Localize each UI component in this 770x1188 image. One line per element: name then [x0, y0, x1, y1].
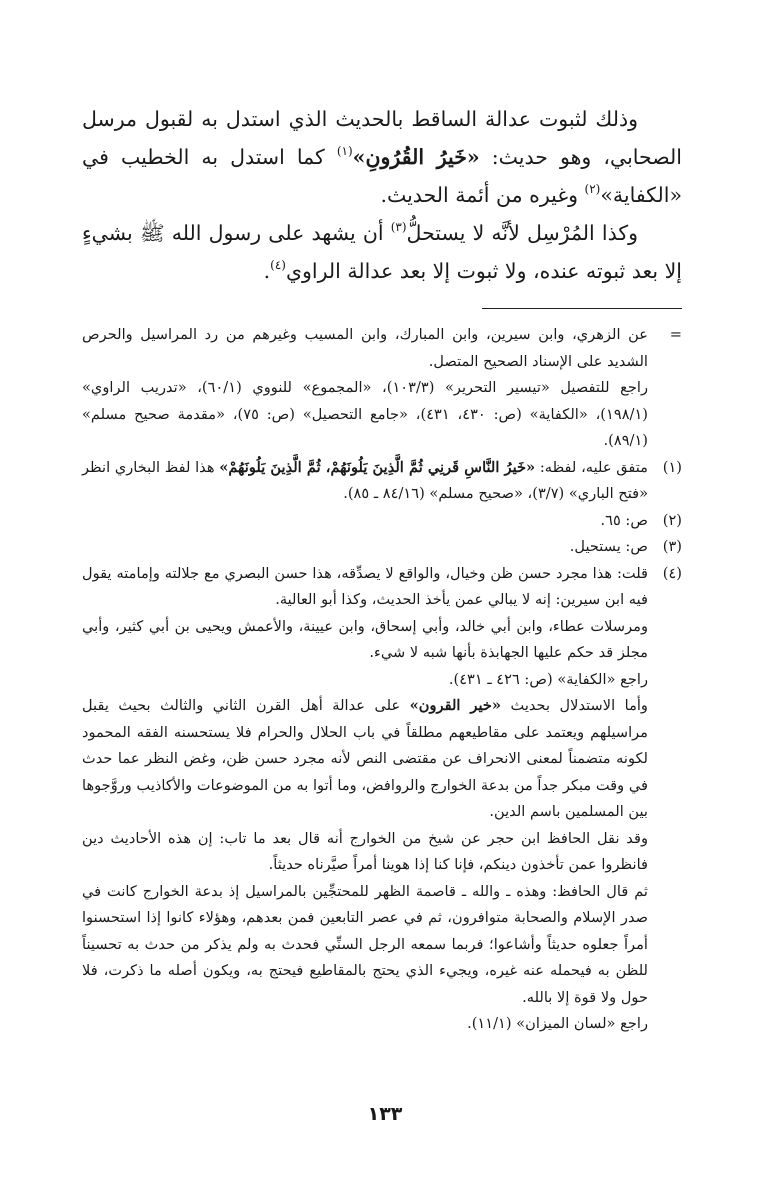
- footnote-3: [82, 534, 682, 561]
- footnote-paragraph: ص: يستحيل.: [569, 538, 648, 555]
- footnote-paragraph: عن الزهري، وابن سيرين، وابن المبارك، وابن المسيب وغيرهم من رد المراسيل والحرص الشديد على الإسناد الصحيح المتصل.: [82, 326, 648, 370]
- hadith-quote: «خَيرُ القُرُونِ»: [352, 145, 480, 169]
- footnote-marker: (١): [662, 458, 682, 476]
- footnote-paragraph: راجع للتفصيل «تيسير التحرير» (١٠٣/٣)، «المجموع» للنووي (٦٠/١)، «تدريب الراوي» (١٩٨/١)، «الكفاية» (ص: ٤٣٠، ٤٣١)، «جامع التحصيل» (ص: ٧٥)، «مقدمة صحيح مسلم» (٨٩/١).: [82, 379, 649, 449]
- footnote-marker: (٤): [662, 564, 682, 582]
- page-number: ١٣٣: [367, 1103, 403, 1125]
- footnote-marker: (٢): [662, 511, 682, 529]
- footnote-continued: [82, 322, 682, 455]
- text-span: وغيره من أئمة الحديث.: [380, 183, 585, 207]
- text-span: وكذا المُرْسِل لأنَّه لا يستحلُّ: [406, 221, 638, 245]
- footnote-body: [82, 508, 648, 535]
- footnote-paragraph: راجع «لسان الميزان» (١١/١).: [467, 1015, 648, 1032]
- footnote-body: [82, 322, 648, 455]
- text-span: كما استدل به الخطيب في «الكفاية»: [82, 145, 682, 207]
- text-span: .: [263, 259, 271, 283]
- footnote-1: [82, 455, 682, 508]
- footnote-paragraph: ص: ٦٥.: [600, 511, 648, 529]
- footnote-paragraph: [82, 693, 648, 826]
- footnote-separator: [82, 304, 682, 322]
- separator-line: [482, 308, 682, 309]
- footnote-paragraph: ومرسلات عطاء، وابن أبي خالد، وأبي إسحاق، وابن عيينة، والأعمش ويحيى بن أبي كثير، وأبي مجلز قد حكم عليها الجهابذة بأنها شبه لا شيء.: [82, 617, 648, 661]
- text-span: وأما الاستدلال بحديث: [501, 697, 648, 714]
- main-paragraph-1: [82, 100, 682, 214]
- text-span: وذلك لثبوت عدالة الساقط بالحديث الذي استدل به لقبول مرسل الصحابي، وهو حديث:: [82, 107, 682, 169]
- text-span: متفق عليه، لفظه:: [535, 458, 649, 476]
- footnote-ref-1: (١): [336, 144, 353, 158]
- footnotes: [82, 322, 682, 1038]
- footnote-body: [82, 561, 648, 1038]
- footnote-body: [82, 455, 648, 508]
- footnote-ref-3: (٣): [390, 220, 407, 234]
- text-span: هذا لفظ البخاري انظر «فتح الباري» (٣/٧)، «صحيح مسلم» (٨٤/١٦ ـ ٨٥).: [82, 458, 648, 502]
- footnote-marker: (٣): [662, 538, 682, 555]
- text-span: أن يشهد على رسول الله ﷺ بشيءٍ إلا بعد ثبوته عنده، ولا ثبوت إلا بعد عدالة الراوي: [82, 221, 682, 283]
- footnote-ref-2: (٢): [584, 182, 601, 196]
- footnote-ref-4: (٤): [270, 258, 286, 272]
- footnote-marker: =: [669, 326, 682, 343]
- footnote-2: [82, 508, 682, 535]
- page-content: [82, 100, 682, 1038]
- footnote-paragraph: ثم قال الحافظ: وهذه ـ والله ـ قاصمة الظهر للمحتجِّين بالمراسيل إذ بدعة الخوارج كانت في صدر الإسلام والصحابة متوافرون، ثم في عصر التابعين فمن بعدهم، وهؤلاء كانوا إذا استحسنوا أمراً جعلوه حديثاً وأشاعوا؛ فربما سمعه الرجل السنِّي فحدث به ولم يذكر من حدث به تحسيناً للظن به فيحمله عنه غيره، ويجيء الذي يحتج بالمقاطيع فيحتج به، ويكون أصله ما ذكرت، فلا حول ولا قوة إلا بالله.: [82, 882, 648, 1006]
- footnote-body: [82, 534, 648, 561]
- text-span: على عدالة أهل القرن الثاني والثالث بحيث يقبل مراسيلهم ويعتمد على مقاطيعهم مطلقاً في باب الحلال والحرام فلا يستحسنه الفقه المحمود لكونه متضمناً لمعنى الانحراف عن مقتضى النص لأنه مجرد حسن ظن، وغض النظر عما حدث في وقت مبكر جداً من بدعة الخوارج والروافض، وما أتوا به من الموضوعات والأكاذيب وروَّجوها بين المسلمين باسم الدين.: [82, 697, 648, 820]
- footnote-paragraph: [82, 455, 648, 508]
- footnote-paragraph: قلت: هذا مجرد حسن ظن وخيال، والواقع لا يصدِّقه، هذا حسن البصري مع جلالته وإمامته يقول فيه ابن سيرين: إنه لا يبالي عمن يأخذ الحديث، وكذا أبو العالية.: [82, 564, 648, 608]
- main-text: [82, 100, 682, 290]
- footnote-paragraph: راجع «الكفاية» (ص: ٤٢٦ ـ ٤٣١).: [448, 670, 648, 688]
- hadith-quote: «خير القرون»: [409, 697, 502, 714]
- footnote-4: [82, 561, 682, 1038]
- footnote-paragraph: وقد نقل الحافظ ابن حجر عن شيخ من الخوارج أنه قال بعد ما تاب: إن هذه الأحاديث دين فانظروا عمن تأخذون دينكم، فإنا كنا إذا هوينا أمراً صيَّرناه حديثاً.: [82, 829, 648, 873]
- hadith-quote: «خَيرُ النَّاسِ قَرنِي ثُمَّ الَّذِينَ يَلُونَهُمْ، ثُمَّ الَّذِينَ يَلُونَهُمْ»: [219, 458, 536, 476]
- main-paragraph-2: [82, 214, 682, 290]
